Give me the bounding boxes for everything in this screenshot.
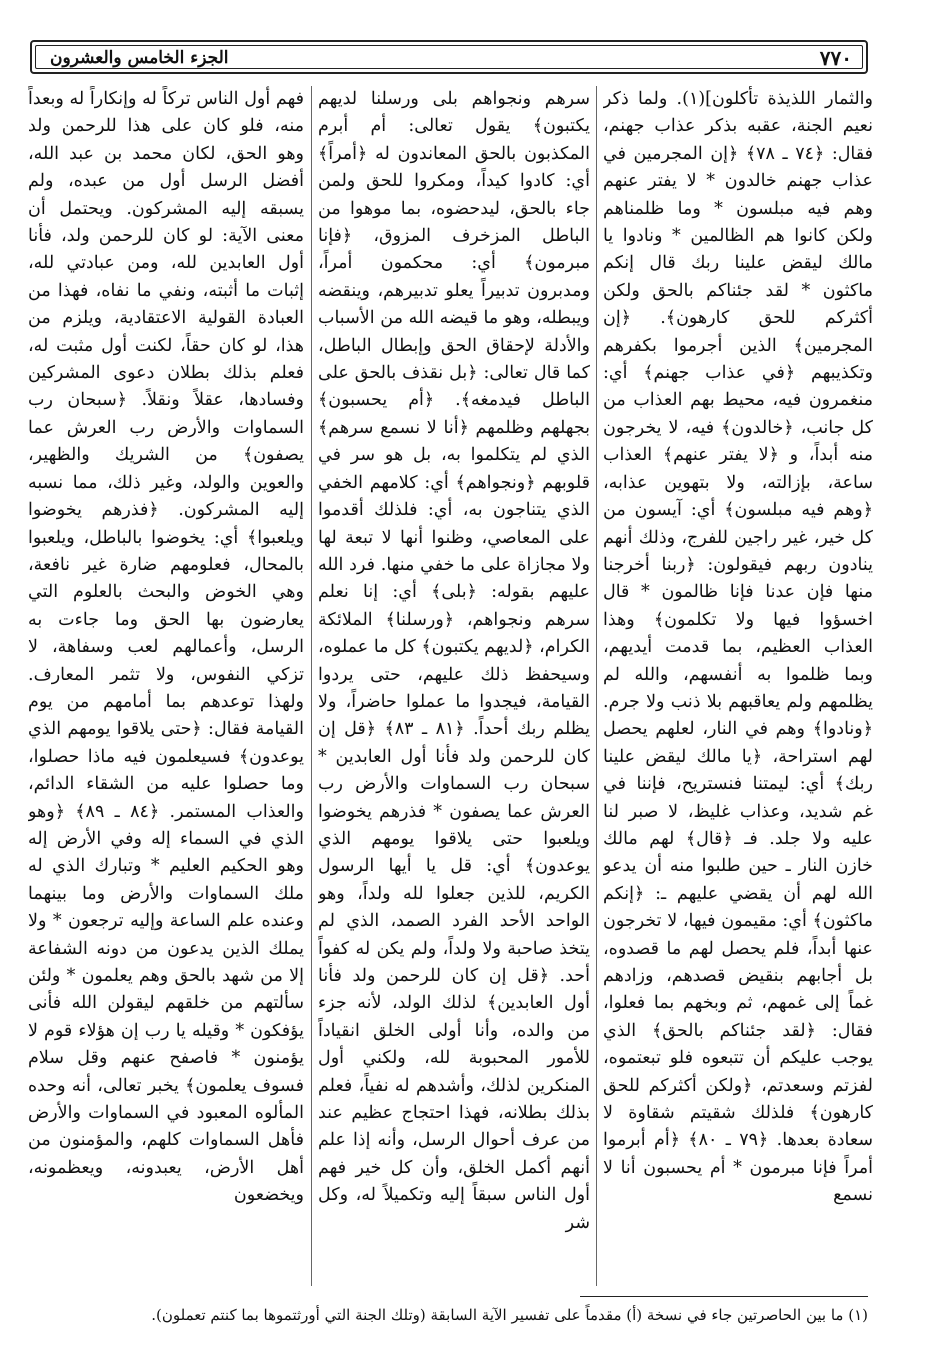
text-column-right bbox=[603, 86, 873, 1286]
footnote bbox=[30, 1304, 868, 1326]
running-title: الجزء الخامس والعشرون bbox=[50, 48, 229, 68]
page-number: ٧٧٠ bbox=[819, 46, 852, 70]
column-divider bbox=[596, 86, 597, 1286]
page-header bbox=[30, 40, 868, 74]
column-divider bbox=[311, 86, 312, 1286]
column-text: والثمار اللذيذة تأكلون](١). ولما ذكر نعيم الجنة، عقبه بذكر عذاب جهنم، فقال: ﴿٧٤ ـ ٧٨﴾ ﴿إن المجرمين في عذاب جهنم خالدون * لا يفتر عنهم وهم فيه مبلسون * وما ظلمناهم ولكن كانوا هم الظالمين * ونادوا يا مالك ليقض علينا ربك قال إنكم ماكثون * لقد جئناكم بالحق ولكن أكثركم للحق كارهون﴾. ﴿إن المجرمين﴾ الذين أجرموا بكفرهم وتكذيبهم ﴿في عذاب جهنم﴾ أي: منغمرون فيه، محيط بهم العذاب من كل جانب، ﴿خالدون﴾ فيه، لا يخرجون منه أبداً، و ﴿لا يفتر عنهم﴾ العذاب ساعة، بإزالته، ولا بتهوين عذابه، ﴿وهم فيه مبلسون﴾ أي: آيسون من كل خير، غير راجين للفرج، وذلك أنهم ينادون ربهم فيقولون: ﴿ربنا أخرجنا منها فإن عدنا فإنا ظالمون * قال اخسؤوا فيها ولا تكلمون﴾ وهذا العذاب العظيم، بما قدمت أيديهم، وبما ظلموا به أنفسهم، والله لم يظلمهم ولم يعاقبهم بلا ذنب ولا جرم. ﴿ونادوا﴾ وهم في النار، لعلهم يحصل لهم استراحة، ﴿يا مالك ليقض علينا ربك﴾ أي: ليمتنا فنستريح، فإننا في غم شديد، وعذاب غليظ، لا صبر لنا عليه ولا جلد. فـ ﴿قال﴾ لهم مالك خازن النار ـ حين طلبوا منه أن يدعو الله لهم أن يقضي عليهم ـ: ﴿إنكم ماكثون﴾ أي: مقيمون فيها، لا تخرجون عنها أبداً، فلم يحصل لهم ما قصدوه، بل أجابهم بنقيض قصدهم، وزادهم غماً إلى غمهم، ثم وبخهم بما فعلوا، فقال: ﴿لقد جئناكم بالحق﴾ الذي يوجب عليكم أن تتبعوه فلو تبعتموه، لفزتم وسعدتم، ﴿ولكن أكثركم للحق كارهون﴾ فلذلك شقيتم شقاوة لا سعادة بعدها. ﴿٧٩ ـ ٨٠﴾ ﴿أم أبرموا أمراً فإنا مبرمون * أم يحسبون أنا لا نسمع bbox=[603, 89, 873, 1206]
column-text: فهم أول الناس تركاً له وإنكاراً له وبعداً منه، فلو كان على هذا للرحمن ولد وهو الحق، لكان محمد بن عبد الله، أفضل الرسل أول من عبده، ولم يسبقه إليه المشركون. ويحتمل أن معنى الآية: لو كان للرحمن ولد، فأنا أول العابدين لله، ومن عبادتي لله، إثبات ما أثبته، ونفي ما نفاه، فهذا من العبادة القولية الاعتقادية، ويلزم من هذا، لو كان حقاً، لكنت أول مثبت له، فعلم بذلك بطلان دعوى المشركين وفسادها، عقلاً ونقلاً. ﴿سبحان رب السماوات والأرض رب العرش عما يصفون﴾ من الشريك والظهير، والعوين والولد، وغير ذلك، مما نسبه إليه المشركون. ﴿فذرهم يخوضوا ويلعبوا﴾ أي: يخوضوا بالباطل، ويلعبوا بالمحال، فعلومهم ضارة غير نافعة، وهي الخوض والبحث بالعلوم التي يعارضون بها الحق وما جاءت به الرسل، وأعمالهم لعب وسفاهة، لا تزكي النفوس، ولا تثمر المعارف. ولهذا توعدهم بما أمامهم من يوم القيامة فقال: ﴿حتى يلاقوا يومهم الذي يوعدون﴾ فسيعلمون فيه ماذا حصلوا، وما حصلوا عليه من الشقاء الدائم، والعذاب المستمر. ﴿٨٤ ـ ٨٩﴾ ﴿وهو الذي في السماء إله وفي الأرض إله وهو الحكيم العليم * وتبارك الذي له ملك السماوات والأرض وما بينهما وعنده علم الساعة وإليه ترجعون * ولا يملك الذين يدعون من دونه الشفاعة إلا من شهد بالحق وهم يعلمون * ولئن سألتهم من خلقهم ليقولن الله فأنى يؤفكون * وقيله يا رب إن هؤلاء قوم لا يؤمنون * فاصفح عنهم وقل سلام فسوف يعلمون﴾ يخبر تعالى، أنه وحده المألوه المعبود في السماوات والأرض فأهل السماوات كلهم، والمؤمنون من أهل الأرض، يعبدونه، ويعظمونه، ويخضعون bbox=[28, 89, 304, 1206]
text-column-middle bbox=[318, 86, 590, 1286]
footnote-marker: (١) bbox=[848, 1306, 868, 1324]
footnote-separator bbox=[580, 1296, 868, 1297]
text-column-left bbox=[28, 86, 304, 1286]
column-text: سرهم ونجواهم بلى ورسلنا لديهم يكتبون﴾ يقول تعالى: أم أبرم المكذبون بالحق المعاندون له ﴿أمراً﴾ أي: كادوا كيداً، ومكروا للحق ولمن جاء بالحق، ليدحضوه، بما موهوا من الباطل المزخرف المزوق، ﴿فإنا مبرمون﴾ أي: محكمون أمراً، ومدبرون تدبيراً يعلو تدبيرهم، وينقضه ويبطله، وهو ما قيضه الله من الأسباب والأدلة لإحقاق الحق وإبطال الباطل، كما قال تعالى: ﴿بل نقذف بالحق على الباطل فيدمغه﴾. ﴿أم يحسبون﴾ بجهلهم وظلمهم ﴿أنا لا نسمع سرهم﴾ الذي لم يتكلموا به، بل هو سر في قلوبهم ﴿ونجواهم﴾ أي: كلامهم الخفي الذي يتناجون به، أي: فلذلك أقدموا على المعاصي، وظنوا أنها لا تبعة لها ولا مجازاة على ما خفي منها. فرد الله عليهم بقوله: ﴿بلى﴾ أي: إنا نعلم سرهم ونجواهم، ﴿ورسلنا﴾ الملائكة الكرام، ﴿لديهم يكتبون﴾ كل ما عملوه، وسيحفظ ذلك عليهم، حتى يردوا القيامة، فيجدوا ما عملوا حاضراً، ولا يظلم ربك أحداً. ﴿٨١ ـ ٨٣﴾ ﴿قل إن كان للرحمن ولد فأنا أول العابدين * سبحان رب السماوات والأرض رب العرش عما يصفون * فذرهم يخوضوا ويلعبوا حتى يلاقوا يومهم الذي يوعدون﴾ أي: قل يا أيها الرسول الكريم، للذين جعلوا لله ولداً، وهو الواحد الأحد الفرد الصمد، الذي لم يتخذ صاحبة ولا ولداً، ولم يكن له كفواً أحد. ﴿قل إن كان للرحمن ولد فأنا أول العابدين﴾ لذلك الولد، لأنه جزء من والده، وأنا أولى الخلق انقياداً للأمور المحبوبة لله، ولكني أول المنكرين لذلك، وأشدهم له نفياً، فعلم بذلك بطلانه، فهذا احتجاج عظيم عند من عرف أحوال الرسل، وأنه إذا علم أنهم أكمل الخلق، وأن كل خير فهم أول الناس سبقاً إليه وتكميلاً له، وكل شر bbox=[318, 89, 590, 1233]
footnote-text: ما بين الحاصرتين جاء في نسخة (أ) مقدماً على تفسير الآية السابقة (وتلك الجنة التي أورثتموها بما كنتم تعملون). bbox=[151, 1306, 844, 1324]
